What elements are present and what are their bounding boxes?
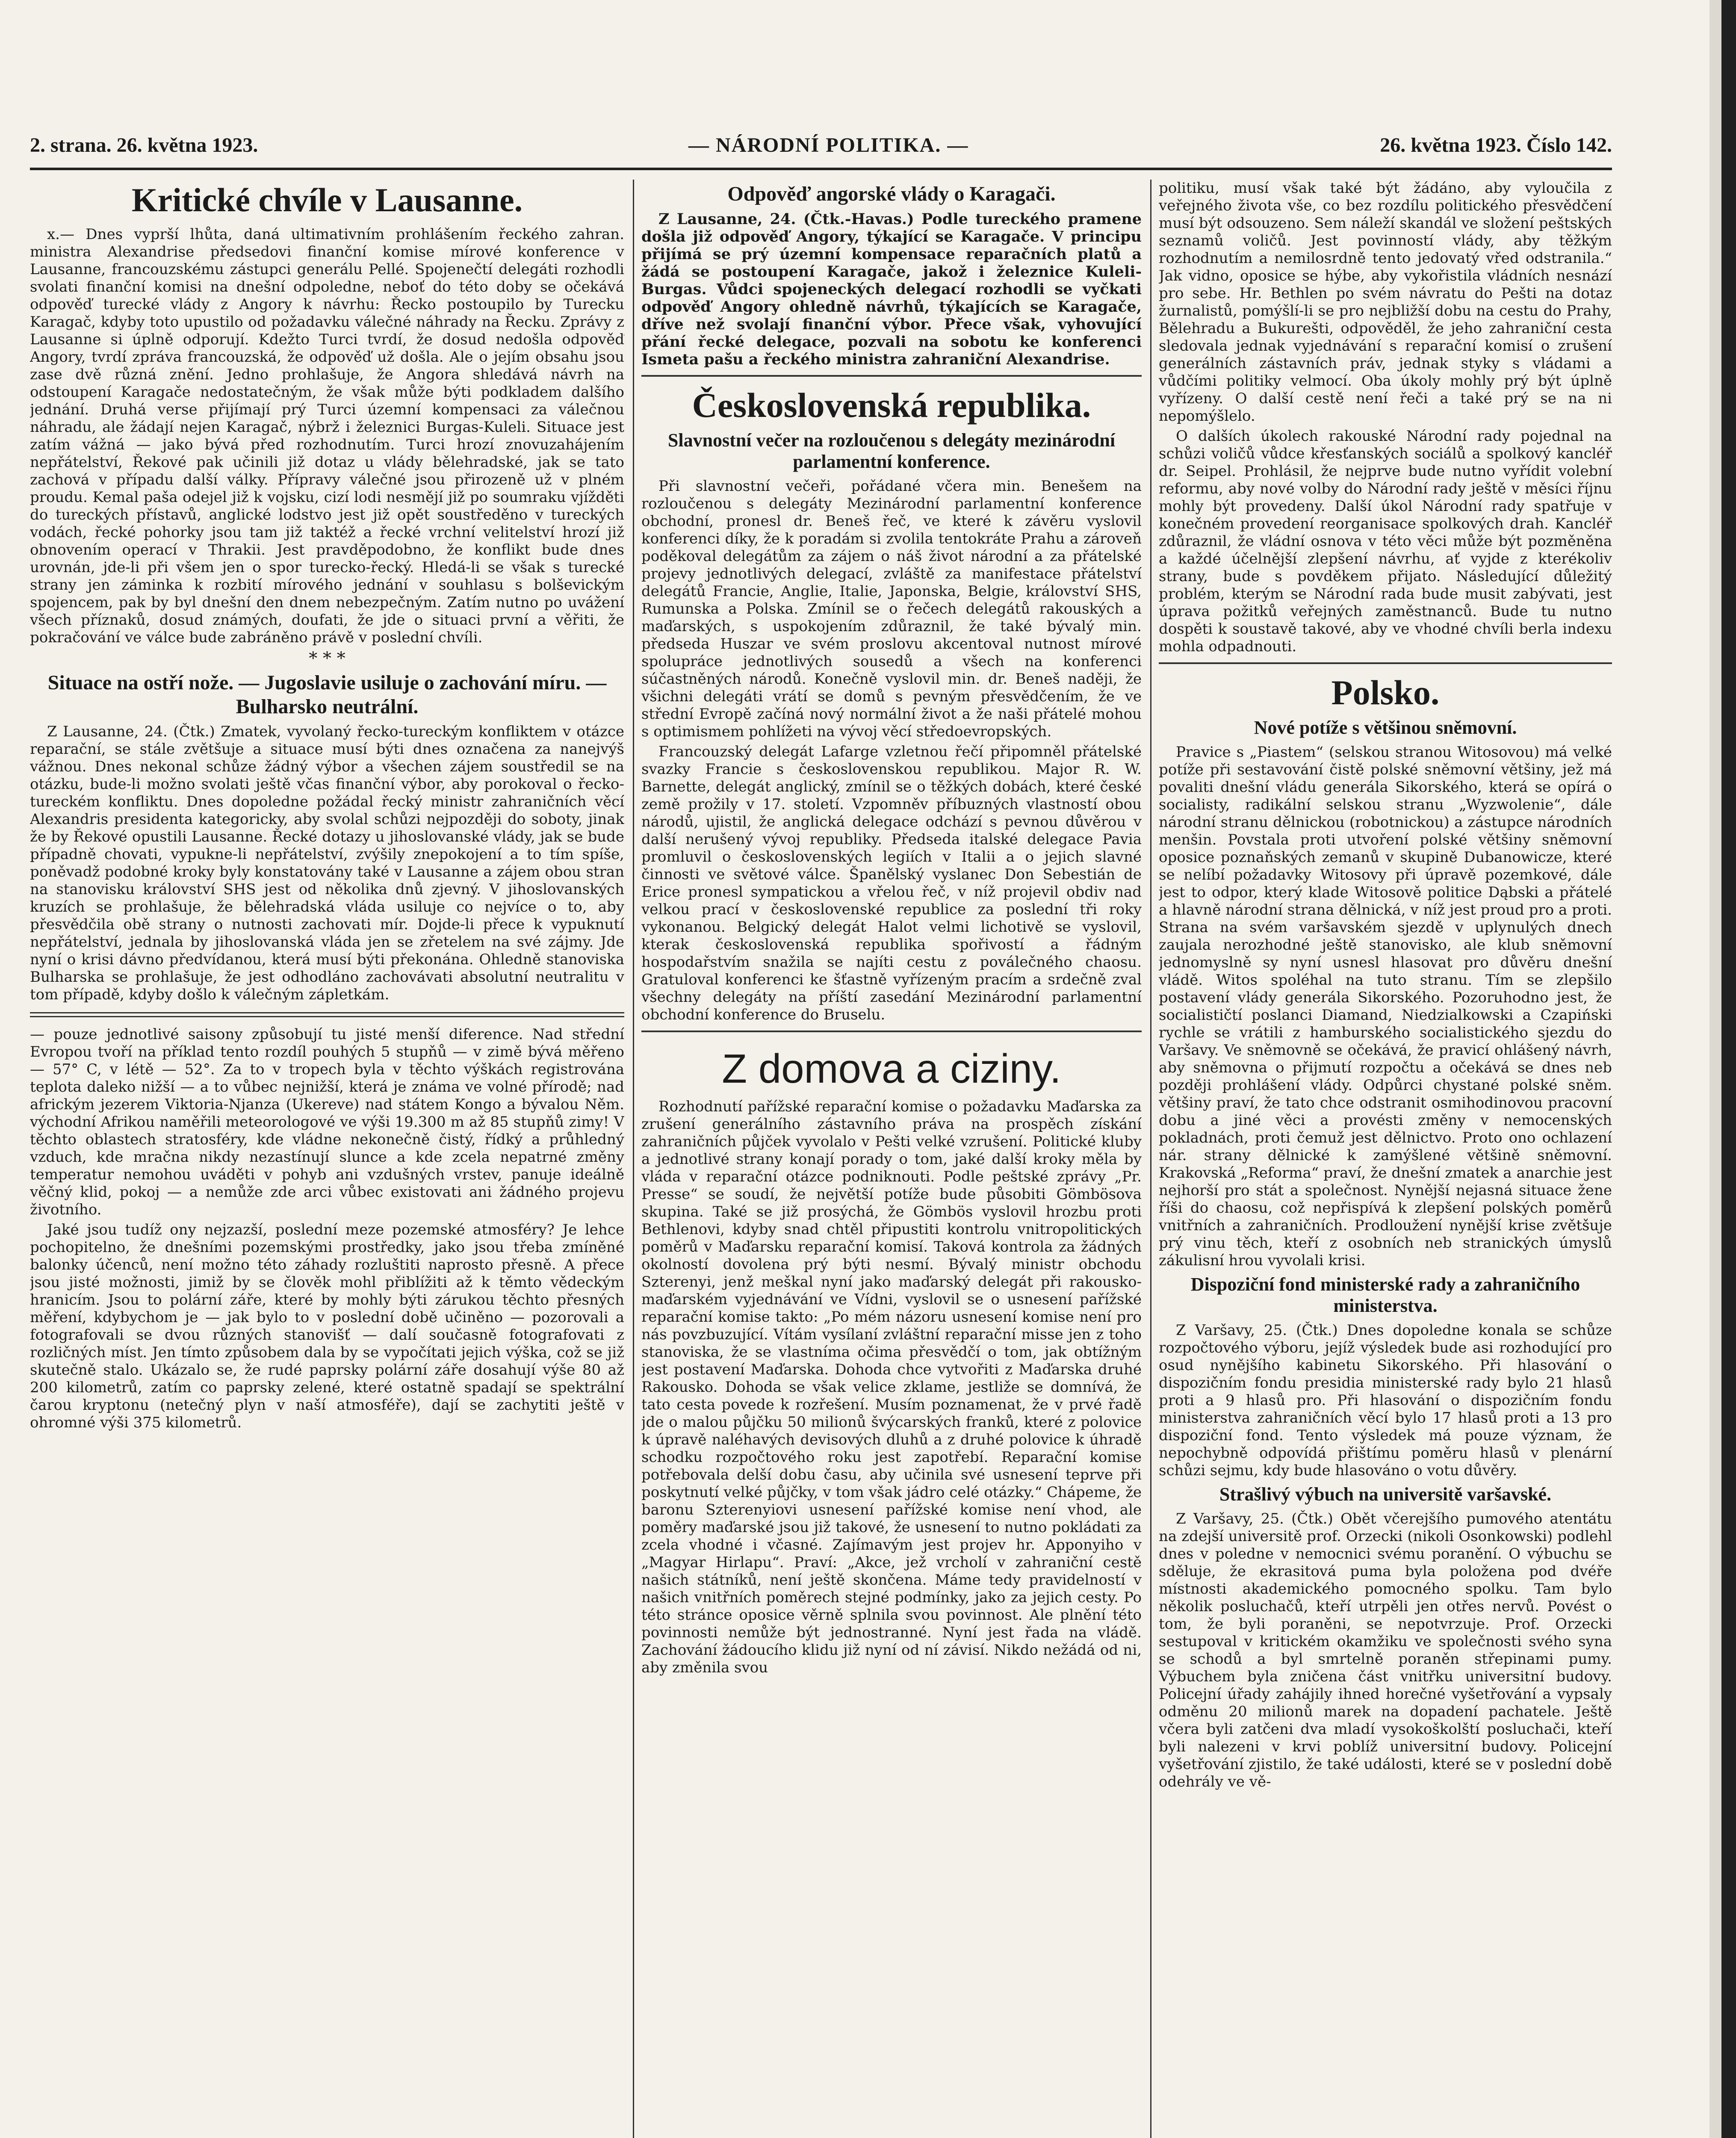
article-paragraph: politiku, musí však také být žádáno, aby vyloučila z veřejného života vše, co bez rozdílu politického přesvědčení musí být odsouzeno. Sem náleží skandál ve složení peštských seznamů voličů. Jest povinností vlády, aby těžkým rozhodnutím a nemilosrdně tento jedovatý vřed odstranila.“ Jak vidno, oposice se hýbe, aby vykořistila vládních nesnází pro sebe. Hr. Bethlen po svém návratu do Pešti na dotaz žurnalistů, pomýšlí-li se pro nejbližší dobu na cestu do Prahy, Bělehradu a Bukurešti, odpověděl, že jeho zahraniční cesta sledovala jednak vyjednávání s reparační komisí o zrušení generálních zástavních práv, jednak styky s vládami a vůdčími politiky velmocí. Oba úkoly mohly prý být úplně vyřízeny. O další cestě není řeči a také prý se na ni nepomýšlelo. [1159,180,1612,425]
newspaper-page [30,128,1612,2138]
section-rule [641,1031,1142,1032]
header-left: 2. strana. 26. května 1923. [30,134,258,157]
article-paragraph: Z Varšavy, 25. (Čtk.) Dnes dopoledne konala se schůze rozpočtového výboru, jejíž výsledek bude asi rozhodující pro osud nynějšího kabinetu Sikorského. Při hlasování o dispozičním fondu presidia ministerské rady bylo 21 hlasů proti a 9 hlasů pro. Při hlasování o dispozičním fondu ministerstva zahraničních věcí bylo 17 hlasů proti a 13 pro dispoziční fond. Tento výsledek má pouze význam, že nepochybně odpovídá přištímu poměru hlasů v plenární schůzi sejmu, kdy bude hlasováno o votu důvěry. [1159,1322,1612,1479]
article-paragraph: Při slavnostní večeři, pořádané včera min. Benešem na rozloučenou s delegáty Mezinárodní parlamentní konference obchodní, pronesl dr. Beneš řeč, ve které k závěru vyslovil konferenci díky, že k poradám si zvolila tentokráte Prahu a zároveň poděkoval delegátům za zájem o náš život národní a za přátelské projevy jednotlivých delegací, zvláště za manifestace přátelství delegátů Francie, Anglie, Italie, Japonska, Belgie, království SHS, Rumunska a Polska. Zmínil se o řečech delegátů rakouských a maďarských, s uspokojením zdůraznil, že také bývalý min. předseda Huszar ve svém proslovu akcentoval nutnost mírové spolupráce jednotlivých sousedů a všech na konferenci súčastněných národů. Konečně vyslovil min. dr. Beneš naději, že všichni delegáti vrátí se domů s pevným přesvědčením, že ve střední Evropě začíná nový normální život a že naši přátelé mohou s optimismem pohlížeti na vývoj věcí středoevropských. [641,478,1142,740]
page-edge-shadow [1709,0,1721,2138]
feuilleton-rule [30,1012,624,1017]
feuilleton-paragraph: — pouze jednotlivé saisony způsobují tu jisté menší diference. Nad střední Evropou tvoří na příklad tento rozdíl pouhých 5 stupňů — v zimě bývá měřeno — 57° C, v létě — 52°. Za to v tropech byla v těchto výškách registrována teplota daleko nižší — a to vůbec nejnižší, která je známa ve volné přírodě; nad africkým jezerem Viktoria-Njanza (Ukereve) nad státem Kongo a bývalou Něm. východní Afrikou naměřili meteorologové ve výši 19.300 m až 85 stupňů zimy! V těchto oblastech stratosféry, kde vládne nekonečně čistý, řídký a průhledný vzduch, kde mračna nikdy nezastínují slunce a kde zcela nepatrné změny temperatur nemohou uváděti v pohyb ani vzdušných vrstev, panuje ideálně věčný klid, pokoj — a nemůže zde arci vůbec existovati ani žádného projevu životního. [30,1026,624,1218]
article-paragraph: x.— Dnes vyprší lhůta, daná ultimativním prohlášením řeckého zahran. ministra Alexandrise předsedovi finanční komise mírové konference v Lausanne, francouzskému zástupci generálu Pellé. Spojenečtí delegáti rozhodli svolati finanční komisi na dnešní odpoledne, neboť do této doby se očekává odpověď turecké vlády z Angory k návrhu: Řecko postoupilo by Turecku Karagač, kdyby toto upustilo od požadavku válečné náhrady na Řecku. Zprávy z Lausanne si úplně odporují. Kdežto Turci tvrdí, že dosud nedošla odpověď Angory, tvrdí zpráva francouzská, že odpověď už došla. Ale o jejím obsahu jsou zase dvě různá znění. Jedno prohlašuje, že Angora shledává návrh na odstoupení Karagače nedostatečným, že však může býti podkladem dalšího jednání. Druhá verse přijímají prý Turci územní kompensaci za válečnou náhradu, ale žádají nejen Karagač, nýbrž i železnici Burgas-Kuleli. Situace jest zatím vážná — jako bývá před rozhodnutím. Turci hrozí znovuzahájením nepřátelství, Řekové pak učinili již dotaz u vlády bělehradské, jak se tato zachová v případu další války. Přípravy válečné jsou přirozeně už v plném proudu. Kemal paša odejel již k vojsku, cizí lodi nesmějí již po soumraku vjížděti do tureckých přístavů, anglické lodstvo jest již opět soustředěno v tureckých vodách, řecké pohorky jsou tam již taktéž a řecké vrchní velitelství hrozí již obnovením operací v Thrakii. Jest pravděpodobno, že konflikt bude dnes urovnán, jde-li při všem jen o spor turecko-řecký. Hledá-li se však s turecké strany jen záminka k rozbití mírového jednání v souhlasu s bolševickým spojencem, pak by byl dnešní den dnem nebezpečným. Zatím nutno po uvážení všech příznaků, dosud známých, doufati, že jde o situaci první a věřiti, že pokračování ve válce bude zabráněno právě v poslední chvíli. [30,226,624,646]
article-title: Slavnostní večer na rozloučenou s delegáty mezinárodní parlamentní konference. [667,430,1116,472]
article-paragraph: Rozhodnutí pařížské reparační komise o požadavku Maďarska za zrušení generálního zástavního práva na prospěch získání zahraničních půjček vyvolalo v Pešti velké vzrušení. Politické kluby a jednotlivé strany konají porady o tom, jaké další kroky měla by vláda v reparační otázce podniknouti. Podle peštské zprávy „Pr. Presse“ se soudí, že největší potíže bude působiti Gömbösova skupina. Také se již prosýchá, že Gömbös vyslovil hrozbu proti Bethlenovi, kdyby snad chtěl připustiti kontrolu vnitropolitických poměrů v Maďarsku reparační komisí. Taková kontrola za žádných okolností dovolena prý býti nesmí. Bývalý ministr obchodu Szterenyi, jenž meškal nyní jako maďarský delegát při rakousko-maďarském vyjednávání ve Vídni, vyslovil se o usnesení pařížské reparační komise takto: „Po mém názoru usnesení komise není pro nás povzbuzující. Vítám vysílaní zvláštní reparační misse jen z toho stanoviska, že se vlastníma očima přesvědčí o tom, jak obtížným jest postavení Maďarska. Dohoda chce vytvořiti z Maďarska druhé Rakousko. Dohoda se však velice zklame, jestliže se domnívá, že tato cesta povede k rozřešení. Musím poznamenat, že v prvé řadě jde o malou půjčku 50 milionů švýcarských franků, které z polovice k úpravě naléhavých devisových dluhů a z druhé polovice k úhradě schodku rozpočtového roku jest zapotřebí. Reparační komise potřebovala delší dobu času, aby učinila své usnesení teprve při poskytnutí velké půjčky, v tom však jádro celé otázky.“ Chápeme, že baronu Szterenyiovi usnesení pařížské komise není vhod, ale poměry maďarské jsou již takové, že usnesení to nutno pokládati za zcela vhodné i včasné. Zajímavým jest projev hr. Apponyiho v „Magyar Hirlapu“. Praví: „Akce, jež vrcholí v zahraniční cestě našich státníků, není ještě skončena. Máme tedy pravidelností v našich vnitřních poměrech stejné podmínky, jako za jejich cesty. Po této stránce oposice věrně splnila svou povinnost. Ale plnění této povinnosti nemůže být jednostranné. Nyní jest řada na vládě. Zachování žádoucího klidu již nyní od ní závisí. Nikdo nežádá od ni, aby změnila svou [641,1098,1142,1676]
article-paragraph: Z Varšavy, 25. (Čtk.) Obět včerejšího pumového atentátu na zdejší universitě prof. Orzecki (nikoli Osonkowski) podlehl dnes v poledne v nemocnici svému poranění. O výbuchu se sděluje, že ekrasitová puma byla položena pod dvéře místnosti akademického pomocného spolku. Tam bylo několik posluchačů, kteří utrpěli jen otřes nervů. Povést o tom, že byli poraněni, se nepotvrzuje. Prof. Orzecki sestupoval v kritickém okamžiku ve společnosti svého syna se schodů a byl smrtelně poraněn střepinami pumy. Výbuchem byla zničena část vnitřku universitní budovy. Policejní úřady zahájily ihned horečné vyšetřování a vypsaly odměnu 20 milionů marek na dopadení pachatele. Ještě včera byli zatčeni dva mladí vysokoškolští posluchači, kteří byli nalezeni v krvi poblíž universitní budovy. Policejní vyšetřování zjistilo, že také události, které se v poslední době odehrály ve vě- [1159,1510,1612,1790]
column-3 [1159,180,1612,2138]
column-1 [30,180,624,2138]
article-title: Odpověď angorské vlády o Karagači. [727,183,1056,205]
article-title: Nové potíže s většinou sněmovní. [1254,717,1517,738]
header-rule [30,168,1612,170]
column-rule [1150,180,1151,2138]
article-paragraph: Francouzský delegát Lafarge vzletnou řečí připomněl přátelské svazky Francie s československou republikou. Major R. W. Barnette, delegát anglický, zmínil se o těžkých dobách, které české země prožily v 17. století. Vzpomněv příbuzných vlastností obou národů, ujistil, že anglická delegace odchází s pevnou důvěrou v další nerušený vývoj republiky. Předseda italské delegace Pavia promluvil o československých legiích v Italii a o jejich slavné činnosti ve světové válce. Španělský vyslanec Don Sebestián de Erice pronesl sympatickou a vřelou řeč, v níž projevil obdiv nad velkou prací v československé republice za poslední tři roky vykonanou. Belgický delegát Halot velmi lichotivě se vyslovil, kterak československá republika spořivostí a řádným hospodařstvím snažila se najíti cestu z poválečného chaosu. Gratuloval konferenci ke šťastně vyřízeným pracím a srdečně zval všechny delegáty na příští zasedání Mezinárodní parlamentní obchodní konference do Bruselu. [641,743,1142,1023]
masthead: — NÁRODNÍ POLITIKA. — [688,134,969,157]
column-rule [633,180,634,2138]
column-2 [641,180,1142,2138]
article-title: Strašlivý výbuch na universitě varšavské. [1219,1484,1552,1505]
section-title: Polsko. [1331,673,1440,712]
section-title: Z domova a ciziny. [722,1046,1061,1092]
header-right: 26. května 1923. Číslo 142. [1380,134,1612,157]
article-title: Dispoziční fond ministerské rady a zahraničního ministerstva. [1190,1274,1580,1316]
section-rule [1159,662,1612,664]
article-lead: Z Lausanne, 24. (Čtk.-Havas.) Podle tureckého pramene došla již odpověď Angory, týkající se Karagače. V principu přijímá se prý územní kompensace reparačních platů a žádá se postoupení Karagače, jakož i železnice Kuleli-Burgas. Vůdci spojeneckých delegací rozhodli se vyčkati odpověď Angory ohledně návrhů, týkajících se Karagače, dříve než svolají finanční výbor. Přece však, vyhovující přání řecké delegace, pozvali na sobotu ke konferenci Ismeta pašu a řeckého ministra zahraniční Alexandrise. [641,210,1142,368]
article-paragraph: Pravice s „Piastem“ (selskou stranou Witosovou) má velké potíže při sestavování čistě polské sněmovní většiny, jež má povaliti dnešní vládu generála Sikorského, která se opírá o socialisty, radikální selskou stranu „Wyzwolenie“, dále národní stranu dělnickou (robotnickou) a zástupce národních menšin. Povstala proti utvoření polské většiny sněmovní oposice poznaňských zemanů v skupině Dubanowicze, které se nelíbí požadavky Witosovy při úpravě pozemkové, dále jest to odpor, který klade Witosově politice Dąbski a přátelé a hlavně národní strana dělnická, v níž jest proud pro a proti. Strana na svém varšavském sjezdě v uplynulých dnech zaujala nerozhodné ještě stanovisko, ale klub sněmovní jednomyslně sy nyní usnesl hlasovat pro důvěru dnešní vládě. Witos spoléhal na tuto stranu. Tím se zlepšilo postavení vlády generála Sikorského. Pozoruhodno jest, že socialističtí poslanci Diamand, Niedzialkowski a Czapiński rychle se vrátili z hamburského socialistického sjezdu do Varšavy. Ve sněmovně se očekává, že pravicí ohlášený návrh, aby sněmovna o přijmutí rozpočtu a očekává se dnes neb později prohlášení vlády. Odpůrci chystané polské sněm. většiny praví, že tato chce odstranit osmihodinovou pracovní dobu a jiné věci a provésti změny v nemocenských pokladnách, proti čemuž jest dělnictvo. Proto ono ochlazení nár. strany dělnické k zamýšlené většině sněmovní. Krakovská „Reforma“ praví, že dnešní zmatek a anarchie jest nejhorší pro stát a společnost. Nynější nejasná situace žene říši do chaosu, což nepřispívá k zlepšení polských poměrů vnitřních a zahraničních. Prodloužení nynější krise zvětšuje prý vinu těch, kteří z osobních neb stranických úmyslů zákulisní hrou vyvolali krisi. [1159,744,1612,1269]
section-rule [641,375,1142,377]
feuilleton-paragraph: Jaké jsou tudíž ony nejzazší, poslední meze pozemské atmosféry? Je lehce pochopitelno, že dnešními pozemskými prostředky, jako jsou třeba zmíněné balonky účenců, není možno této záhady rozluštiti naprosto přesně. A přece jsou jisté možnosti, jimiž by se člověk mohl přiblížiti až k těmto vědeckým hranicím. Jsou to polární záře, které by mohly býti zárukou těchto přesných měření, kdybychom je — jak bylo to v poslední době učiněno — pozorovali a fotografovali se dvou různých stanovišť — dalí současně fotografovati z rozličných míst. Jen tímto způsobem dala by se vypočítati jejich výška, což se již skutečně stalo. Ukázalo se, že rudé paprsky polární záře dosahují výše 80 až 200 kilometrů, zatím co paprsky zelené, které ostatně spadají se spektrální čarou kryptonu (netečný plyn v naší atmosféře), dají se zachytiti ještě v ohromné výši 375 kilometrů. [30,1221,624,1431]
article-paragraph: O dalších úkolech rakouské Národní rady pojednal na schůzi voličů vůdce křesťanských sociálů a spolkový kancléř dr. Seipel. Prohlásil, že nejprve bude nutno vyřídit volební reformu, aby nové volby do Národní rady ještě v měsíci říjnu mohly být provedeny. Další úkol Národní rady spatřuje v konečném provedení reorganisace spolkových drah. Kancléř zdůraznil, že vládní osnova v této věci může být pozměněna a každé účelnější zlepšení návrhu, ať vyjde z kterékoliv strany, bude s povděkem přijato. Následující důležitý problém, kterým se Národní rada bude musit zabývati, jest úprava požitků veřejných zaměstnanců. Bude tu nutno dospěti k soustavě takové, aby ve vhodné chvíli berla indexu mohla odpadnouti. [1159,428,1612,655]
page-edge [1721,0,1736,2138]
article-title: Kritické chvíle v Lausanne. [131,181,523,219]
section-title: Československá republika. [692,386,1091,425]
running-header [30,128,1612,162]
article-paragraph: Z Lausanne, 24. (Čtk.) Zmatek, vyvolaný řecko-tureckým konfliktem v otázce reparační, se stále zvětšuje a situace musí býti dnes označena za nanejvýš vážnou. Dnes nekonal schůze žádný výbor a všechen zájem soustředil se na otázku, bude-li možno svolati ještě včas finanční výbor, aby porokoval o řecko-tureckém konfliktu. Dnes dopoledne požádal řecký ministr zahraničních věcí Alexandris presidenta kategoricky, aby svolal schůzi nejpozději do soboty, jinak že by Řekové opustili Lausanne. Řecké dotazy u jihoslovanské vlády, jak se bude případně chovati, vypukne-li nepřátelství, zvýšily znepokojení a to tím spíše, poněvadž podobné kroky byly konstatovány také v Lausanne a zájem obou stran na stanovisku království SHS jest od několika dnů zjevný. V jihoslovanských kruzích se prohlašuje, že bělehradská vláda usiluje co nejvíce o to, aby přesvědčila obě strany o nutnosti zachovati mír. Dojde-li přece k vypuknutí nepřátelství, jednala by jihoslovanská vláda jen se zřetelem na své zájmy. Jde nyní o krisi dávno předvídanou, která musí býti překonána. Ohledně stanoviska Bulharska se prohlašuje, že jest odhodláno zachovávati absolutní neutralitu v tom případě, kdyby došlo k válečným zápletkám. [30,723,624,1003]
article-title: Situace na ostří nože. — Jugoslavie usiluje o zachování míru. — Bulharsko neutrální. [47,671,607,718]
separator-stars: * * * [309,649,345,668]
